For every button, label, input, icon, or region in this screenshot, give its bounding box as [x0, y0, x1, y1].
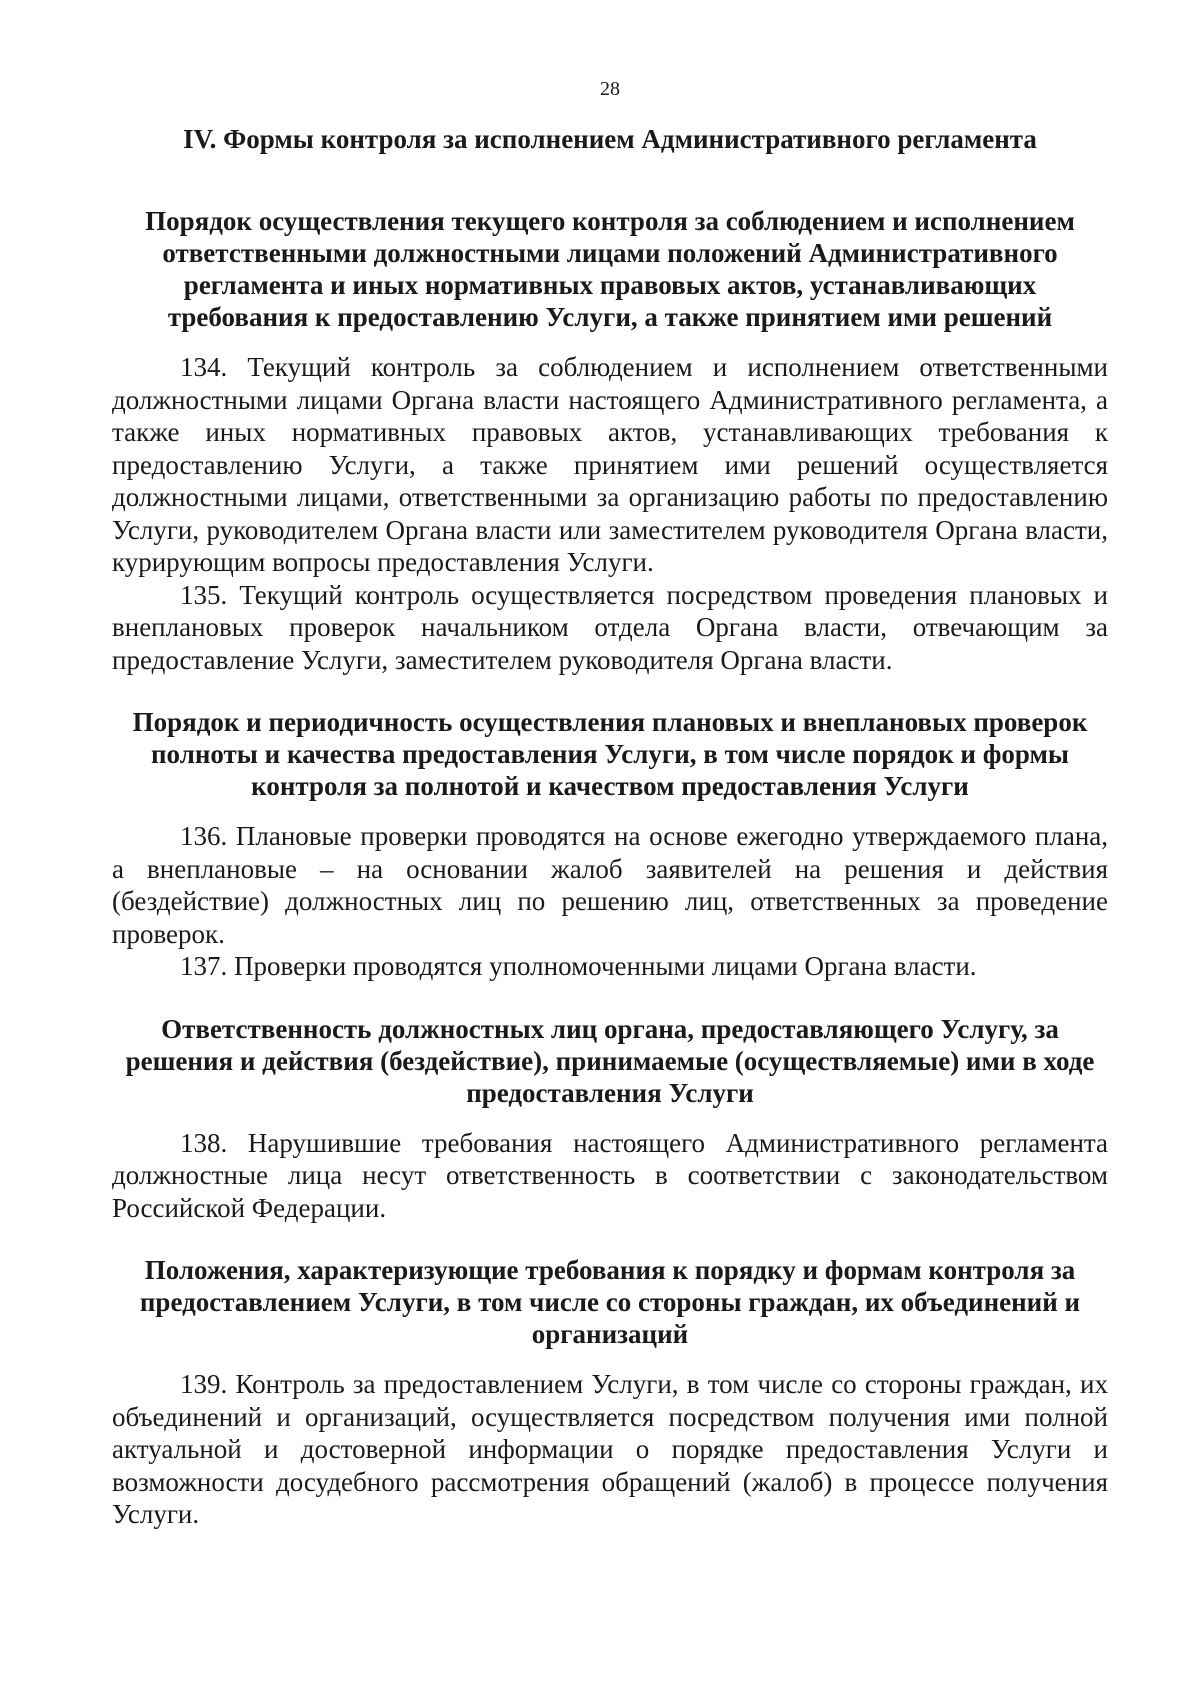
heading-line: Ответственность должностных лиц органа, предоставляющего Услугу, за — [161, 1013, 1059, 1044]
paragraph-135: 135. Текущий контроль осуществляется посредством проведения плановых и внеплановых проверок начальником отдела Органа власти, отвечающим за предоставление Услуги, заместителем руководителя Органа власти. — [112, 579, 1108, 675]
section-public-control — [112, 1254, 1108, 1531]
section-heading — [112, 1254, 1108, 1350]
heading-line: предоставления Услуги — [466, 1077, 754, 1108]
heading-line: контроля за полнотой и качеством предоставления Услуги — [251, 771, 969, 802]
heading-line: ответственными должностными лицами положений Административного — [162, 238, 1058, 269]
paragraph-134: 134. Текущий контроль за соблюдением и исполнением ответственными должностными лицами Органа власти настоящего Административного регламента, а также иных нормативных правовых актов, устанавливающих требования к предоставлению Услуги, а также принятием ими решений осуществляется должностными лицами, ответственными за организацию работы по предоставлению Услуги, руководителем Органа власти или заместителем руководителя Органа власти, курирующим вопросы предоставления Услуги. — [112, 352, 1108, 578]
heading-line: Положения, характеризующие требования к порядку и формам контроля за — [144, 1255, 1076, 1286]
heading-line: регламента и иных нормативных правовых актов, устанавливающих — [183, 270, 1037, 301]
heading-line: Порядок осуществления текущего контроля за соблюдением и исполнением — [145, 206, 1075, 237]
heading-line: решения и действия (бездействие), принимаемые (осуществляемые) ими в ходе — [125, 1045, 1095, 1076]
heading-line: Порядок и периодичность осуществления плановых и внеплановых проверок — [132, 707, 1088, 738]
section-heading — [112, 205, 1108, 333]
heading-line: полноты и качества предоставления Услуги, в том числе порядок и формы — [151, 739, 1069, 770]
section-inspections — [112, 706, 1108, 983]
paragraph-136: 136. Плановые проверки проводятся на основе ежегодно утверждаемого плана, а внеплановые – на основании жалоб заявителей на решения и действия (бездействие) должностных лиц по решению лиц, ответственных за проведение проверок. — [112, 821, 1108, 949]
section-heading — [112, 706, 1108, 802]
paragraph-138: 138. Нарушившие требования настоящего Административного регламента должностные лица несут ответственность в соответствии с законодательством Российской Федерации. — [112, 1127, 1108, 1223]
heading-line: предоставлением Услуги, в том числе со стороны граждан, их объединений и — [139, 1287, 1081, 1318]
section-responsibility — [112, 1013, 1108, 1225]
page-number: 28 — [600, 78, 620, 100]
paragraph-137: 137. Проверки проводятся уполномоченными лицами Органа власти. — [180, 951, 977, 982]
paragraph-139: 139. Контроль за предоставлением Услуги, в том числе со стороны граждан, их объединений и организаций, осуществляется посредством получения ими полной актуальной и достоверной информации о порядке предоставления Услуги и возможности досудебного рассмотрения обращений (жалоб) в процессе получения Услуги. — [112, 1369, 1108, 1530]
section-current-control — [112, 205, 1108, 676]
heading-line: организаций — [531, 1319, 689, 1350]
chapter-title: IV. Формы контроля за исполнением Административного регламента — [183, 124, 1037, 154]
section-heading — [112, 1013, 1108, 1109]
heading-line: требования к предоставлению Услуги, а также принятием ими решений — [167, 302, 1053, 333]
